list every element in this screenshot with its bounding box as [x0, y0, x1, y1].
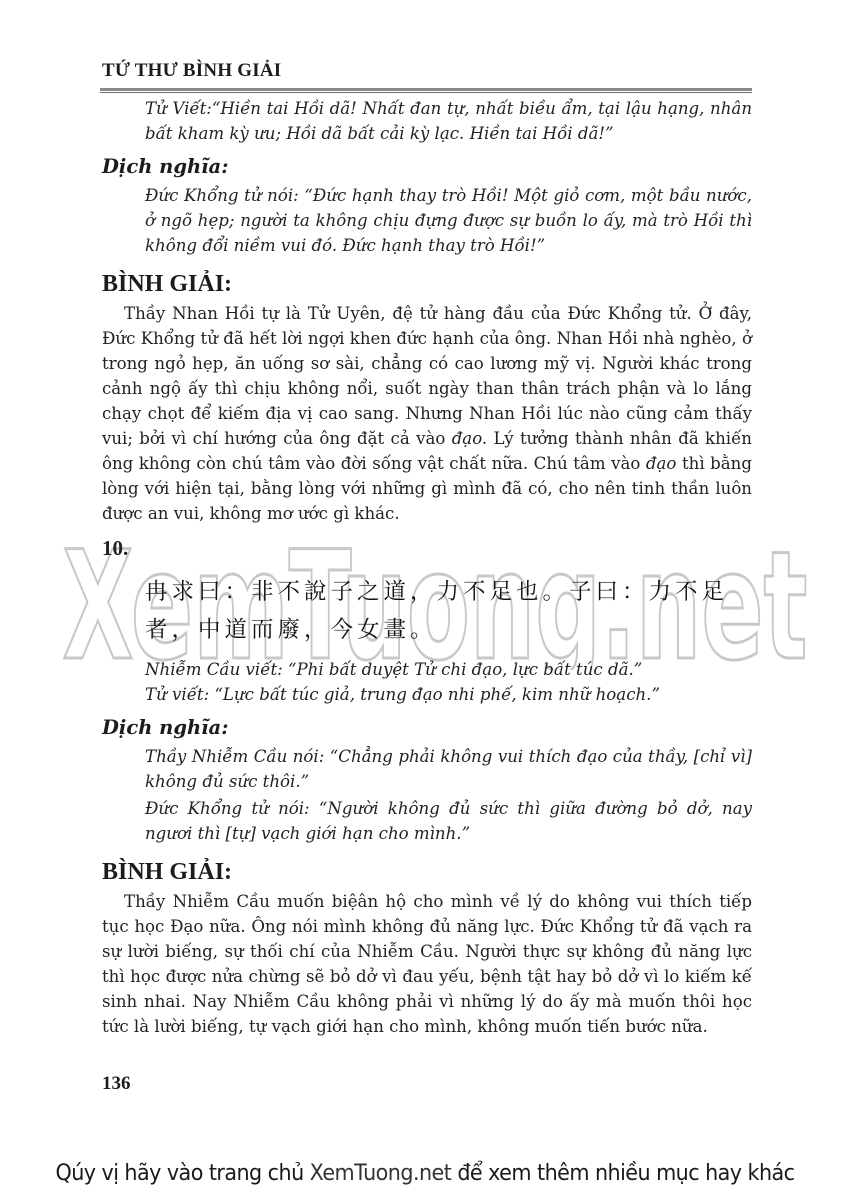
footer-site-link[interactable]: XemTuong.net — [309, 1160, 452, 1186]
transliteration-10-line-2: Tử viết: “Lực bất túc giả, trung đạo nhi phế, kim nhữ hoạch.” — [145, 685, 660, 704]
commentary-10: Thầy Nhiễm Cầu muốn biệân hộ cho mình về lý do không vui thích tiếp tục học Đạo nữa. Ông nói mình không đủ năng lực. Đức Khổng tử đã vạch ra sự lười biếng, sự thối chí của Nhiễm Cầu. Người thực sự không đủ năng lực thì học được nửa chừng sẽ bỏ dở vì đau yếu, bệnh tật hay bỏ dở vì lo kiếm kế sinh nhai. Nay Nhiễm Cầu không phải vì những lý do ấy mà muốn thôi học tức là lười biếng, tự vạch giới hạn cho mình, không muốn tiến bước nữa. — [102, 892, 752, 1036]
footer-banner — [34, 1160, 816, 1186]
page-body — [102, 96, 752, 1039]
running-title: TỨ THƯ BÌNH GIẢI — [102, 60, 282, 81]
commentary-9 — [102, 301, 752, 526]
translation-heading-9: Dịch nghĩa: — [102, 155, 229, 178]
commentary-9-part3: thì bằng lòng với hiện tại, bằng lòng với những gì mình đã có, cho nên tinh thần luôn được an vui, không mơ ước gì khác. — [102, 454, 752, 523]
section-number: 10. — [102, 536, 129, 560]
translation-9: Đức Khổng tử nói: “Đức hạnh thay trò Hồi! Một giỏ cơm, một bầu nước, ở ngõ hẹp; người ta không chịu đựng được sự buồn lo ấy, mà trò Hồi thì không đổi niềm vui đó. Đức hạnh thay trò Hồi!” — [145, 186, 752, 255]
chinese-line-2: 者，中道而廢，今女畫。 — [145, 617, 437, 643]
page-number: 136 — [102, 1073, 131, 1094]
transliteration-10-line-1: Nhiễm Cầu viết: “Phi bất duyệt Tử chi đạo, lực bất túc dã.” — [145, 660, 643, 679]
footer-text-after: để xem thêm nhiều mục hay khác — [451, 1160, 795, 1186]
chinese-original — [102, 573, 752, 649]
chinese-line-1: 冉求曰：非不說子之道，力不足也。子曰：力不足 — [145, 579, 729, 605]
header-rule — [100, 88, 752, 91]
footer-text-before: Qúy vị hãy vào trang chủ — [55, 1160, 310, 1186]
transliteration-9: Tử Viết:“Hiền tai Hồi dã! Nhất đan tự, nhất biều ẩm, tại lậu hạng, nhân bất kham kỳ ưu; Hồi dã bất cải kỳ lạc. Hiền tai Hồi dã!” — [145, 99, 752, 143]
commentary-9-emphasis-dao-2: đạo — [645, 454, 677, 473]
commentary-9-part2: Lý tưởng thành nhân đã khiến ông không còn chú tâm vào đời sống vật chất nữa. Chú tâm vào — [102, 429, 752, 473]
commentary-heading-10: BÌNH GIẢI: — [102, 859, 233, 885]
commentary-9-emphasis-dao-1: đạo. — [451, 429, 488, 448]
commentary-heading-9: BÌNH GIẢI: — [102, 271, 233, 297]
translation-heading-10: Dịch nghĩa: — [102, 716, 229, 739]
commentary-9-part1: Thầy Nhan Hồi tự là Tử Uyên, đệ tử hàng đầu của Đức Khổng tử. Ở đây, Đức Khổng tử đã hết lời ngợi khen đức hạnh của ông. Nhan Hồi nhà nghèo, ở trong ngỏ hẹp, ăn uống sơ sài, chẳng có cao lương mỹ vị. Người khác trong cảnh ngộ ấy thì chịu không nổi, suốt ngày than thân trách phận và lo lắng chạy chọt để kiếm địa vị cao sang. Nhưng Nhan Hồi lúc nào cũng cảm thấy vui; bởi vì chí hướng của ông đặt cả vào — [102, 304, 752, 448]
translation-10-2: Đức Khổng tử nói: “Người không đủ sức thì giữa đường bỏ dở, nay ngươi thì [tự] vạch giới hạn cho mình.” — [145, 799, 752, 843]
watermark-text: XemTuong.net — [62, 540, 808, 670]
translation-10-1: Thầy Nhiễm Cầu nói: “Chẳng phải không vui thích đạo của thầy, [chỉ vì] không đủ sức thôi.” — [145, 747, 752, 791]
